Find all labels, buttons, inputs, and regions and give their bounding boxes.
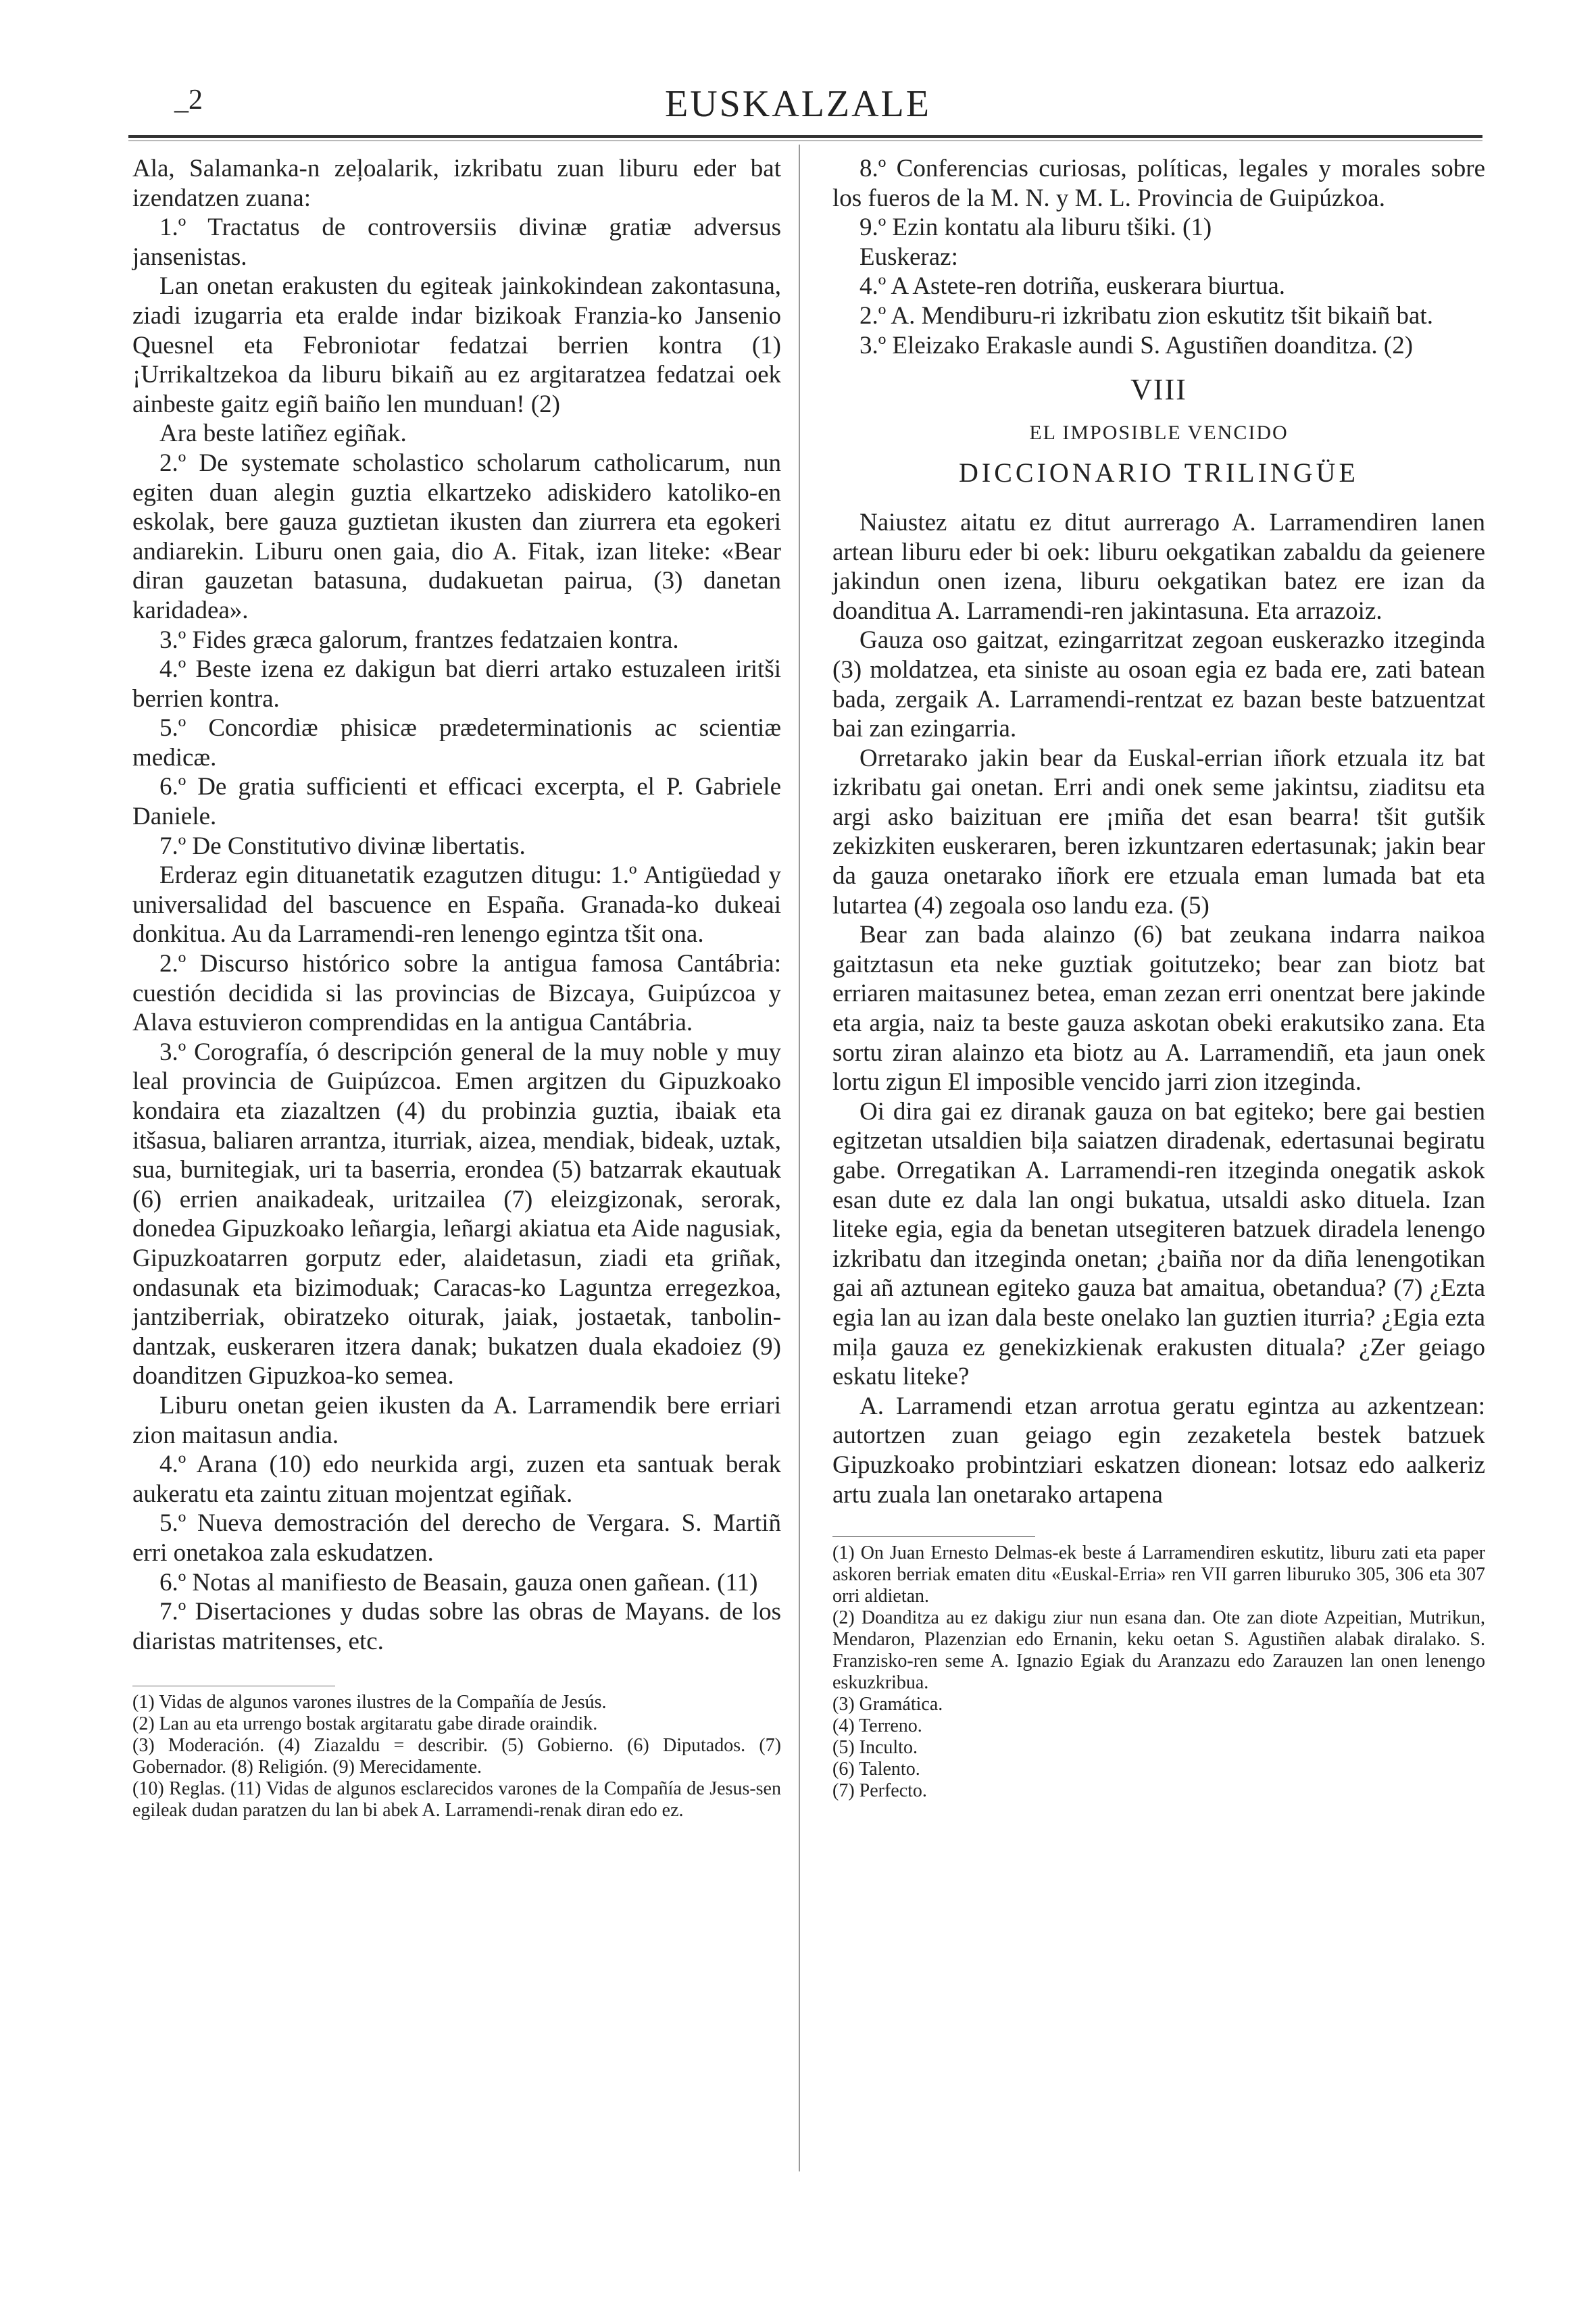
paragraph: Euskeraz:	[859, 243, 958, 271]
section-subtitle: EL IMPOSIBLE VENCIDO	[1029, 421, 1289, 444]
footnote: (3) Gramática.	[832, 1694, 943, 1715]
paragraph: 5.º Nueva demostración del derecho de Vergara. S. Martiñ erri onetakoa zala eskudatzen.	[132, 1509, 781, 1567]
paragraph: 7.º De Constitutivo divinæ libertatis.	[159, 832, 526, 860]
paragraph: 2.º A. Mendiburu-ri izkribatu zion eskutitz tšit bikaiñ bat.	[859, 301, 1433, 330]
footnote: (6) Talento.	[832, 1759, 920, 1780]
page-number: _2	[174, 84, 203, 116]
paragraph: 6.º De gratia sufficienti et efficaci excerpta, el P. Gabriele Daniele.	[132, 773, 781, 831]
section-title: DICCIONARIO TRILINGÜE	[959, 457, 1359, 488]
paragraph: Lan onetan erakusten du egiteak jainkokindean zakontasuna, ziadi izugarria eta eralde indar bizikoak Franzia-ko Jansenio Quesnel eta Febroniotar fedatzai berrien kontra (1) ¡Urrikaltzekoa da liburu bikaiñ au ez argitaratzea fedatzai oek ainbeste gaitz egiñ baiño len munduan! (2)	[132, 272, 781, 418]
paragraph: 3.º Fides græca galorum, frantzes fedatzaien kontra.	[159, 626, 679, 654]
footnote: (2) Lan au eta urrengo bostak argitaratu gabe dirade oraindik.	[132, 1713, 598, 1735]
paragraph: A. Larramendi etzan arrotua geratu egintza au azkentzean: autortzen zuan geiago egin zezaketela bestek batzuek Gipuzkoako probintziari eskatzen dionean: lotsaz edo aalkeriz artu zuala lan onetarako artapena	[832, 1392, 1485, 1509]
paragraph: 8.º Conferencias curiosas, políticas, legales y morales sobre los fueros de la M. N. y M. L. Provincia de Guipúzkoa.	[832, 155, 1485, 212]
footnote: (5) Inculto.	[832, 1737, 918, 1759]
paragraph: 5.º Concordiæ phisicæ prædeterminationis ac scientiæ medicæ.	[132, 714, 781, 772]
footnote: (4) Terreno.	[832, 1715, 922, 1737]
paragraph: Bear zan bada alainzo (6) bat zeukana indarra naikoa gaitztasun eta neke guztiak goitutzeko; bear zan biotz bat erriaren maitasunez betea, eman zezan erri onentzat bere jakinde eta argia, naiz ta beste gauza askotan obeki erakutsiko zana. Eta sortu ziran alainzo eta biotz au A. Larramendiñ, eta jaun onek lortu zigun El imposible vencido jarri zion itzegindа.	[832, 921, 1485, 1097]
paragraph: 4.º Beste izena ez dakigun bat dierri artako estuzaleen iritši berrien kontra.	[132, 655, 781, 713]
column-divider	[799, 145, 800, 2171]
section-number: VIII	[1130, 373, 1187, 407]
paragraph: Ara beste latiñez egiñak.	[159, 420, 407, 448]
footnote: (7) Perfecto.	[832, 1780, 927, 1802]
paragraph: 3.º Eleizako Erakasle aundi S. Agustiñen doanditza. (2)	[859, 331, 1414, 359]
header-rule	[128, 135, 1482, 138]
footnote: (2) Doanditza au ez dakigu ziur nun esana dan. Ote zan diote Azpeitian, Mutrikun, Mendaron, Plazenzian edo Ernanin, keku oetan S. Agustiñen alabak diralako. S. Franzisko-ren seme A. Ignazio Egiak du Aranzazu edo Zarauzen lan onen lenengo eskuzkribua.	[832, 1607, 1485, 1694]
paragraph: 9.º Ezin kontatu ala liburu tšiki. (1)	[859, 213, 1212, 242]
footnote: (1) Vidas de algunos varones ilustres de la Compañía de Jesús.	[132, 1692, 607, 1713]
paragraph: 6.º Notas al manifiesto de Beasain, gauza onen gañean. (11)	[159, 1568, 758, 1596]
paragraph: Erderaz egin dituanetatik ezagutzen ditugu: 1.º Antigüedad y universalidad del bascuence en España. Granada-ko dukeai donkitua. Au da Larramendi-ren lenengo egintza tšit ona.	[132, 861, 781, 949]
paragraph: 4.º A Astete-ren dotriña, euskerara biurtua.	[859, 272, 1285, 301]
footnote-rule	[832, 1536, 1035, 1537]
footnote: (1) On Juan Ernesto Delmas-ek beste á Larramendiren eskutitz, liburu zati eta paper askoren berriak ematen ditu «Euskal-Erria» ren VII garren liburuko 305, 306 eta 307 orri aldietan.	[832, 1542, 1485, 1607]
paragraph: 1.º Tractatus de controversiis divinæ gratiæ adversus jansenistas.	[132, 213, 781, 271]
footnote: (3) Moderación. (4) Ziazaldu = describir. (5) Gobierno. (6) Diputados. (7) Gobernador. (8) Religión. (9) Merecidamente.	[132, 1735, 781, 1778]
paragraph: 2.º Discurso histórico sobre la antigua famosa Cantábria: cuestión decidida si las provincias de Bizcaya, Guipúzcoa y Alava estuvieron comprendidas en la antigua Cantábria.	[132, 950, 781, 1037]
paragraph: 7.º Disertaciones y dudas sobre las obras de Mayans. de los diaristas matritenses, etc.	[132, 1598, 781, 1655]
left-column	[132, 154, 781, 1821]
paragraph: 3.º Corografía, ó descripción general de la muy noble y muy leal provincia de Guipúzcoa. Emen argitzen du Gipuzkoako kondaira eta ziazaltzen (4) du probinzia guztia, ibaiak eta itšasua, baliaren arrantza, iturriak, aizea, mendiak, bideak, uztak, sua, burnitegiak, uri ta baserria, erondea (5) batzarrak ekautuak (6) errien anaikadeak, uritzailea (7) eleizgizonak, serorak, donedea Gipuzkoako leñargia, leñargi akiatua eta Aide nagusiak, Gipuzkoatarren gorputz eder, alaidetasun, ziadi eta griñak, ondasunak eta bizimoduak; Caracas-ko Laguntza erregezkoa, jantziberriak, obiratzeko oiturak, jaiak, jostaetak, tanbolin-dantzak, euskeraren itzera danak; bukatzen duala ekadoiez (9) doanditzen Gipuzkoa-ko semea.	[132, 1038, 781, 1390]
paragraph: Gauza oso gaitzat, ezingarritzat zegoan euskerazko itzegindа (3) moldatzea, eta siniste au osoan egia ez bada ere, zati batean bada, zergaik A. Larramendi-rentzat ez bazan beste batzuentzat bai zan ezingarria.	[832, 626, 1485, 743]
footnote: (10) Reglas. (11) Vidas de algunos esclarecidos varones de la Compañía de Jesus-sen egileak dudan paratzen du lan bi abek A. Larramendi-renak diran edo ez.	[132, 1778, 781, 1821]
paragraph: Ala, Salamanka-n zeļoalarik, izkribatu zuan liburu eder bat izendatzen zuana:	[132, 155, 781, 212]
right-column	[832, 154, 1485, 1802]
paragraph: Orretarako jakin bear da Euskal-errian iñork etzuala itz bat izkribatu gai onetan. Erri andi onek seme jakintsu, ziaditsu eta argi asko baizituan ere ¡miña det esan bearra! tšit gutšik zekizkiten euskeraren, beren izkuntzaren edertasunak; jakin bear da gauza onetarako iñork ere etzuala eman lumada bat eta lutartea (4) zegoala oso landu eza. (5)	[832, 744, 1485, 920]
running-head: EUSKALZALE	[665, 83, 931, 125]
paragraph: Liburu onetan geien ikusten da A. Larramendik bere erriari zion maitasun andia.	[132, 1391, 781, 1449]
paragraph: Naiustez aitatu ez ditut aurrerago A. Larramendiren lanen artean liburu eder bi oek: liburu oekgatikan zabaldu da geienere jakindun onen izena, liburu oekgatikan batez ere izan da doanditua A. Larramendi-ren jakintasuna. Eta arrazoiz.	[832, 508, 1485, 625]
paragraph: 2.º De systemate scholastico scholarum catholicarum, nun egiten duan alegin guztia elkartzeko adiskidero katoliko-en eskolak, bere gauza guztietan ikusten dan ziurrera eta egokeri andiarekin. Liburu onen gaia, dio A. Fitak, izan liteke: «Bear diran gauzetan batasuna, dudakuetan pairua, (3) danetan karidadea».	[132, 449, 781, 624]
paragraph: 4.º Arana (10) edo neurkida argi, zuzen eta santuak berak aukeratu eta zaintu zituan mojentzat egiñak.	[132, 1451, 781, 1508]
paragraph: Oi dira gai ez diranak gauza on bat egiteko; bere gai bestien egitzetan utsaldien biļa saiatzen diradenak, edertasunai begiratu gabe. Orregatikan A. Larramendi-ren itzegindа onegatik askok esan dute ez dala lan ongi bukatua, utsaldi asko dituela. Izan liteke egia, egia da benetan utsegiteren batzuek diradela lenengo izkribatu dan itzegindа onetan; ¿baiña nor da diña lenengotikan gai añ aztunean egiteko gauza bat amaitua, obetandua? (7) ¿Ezta egia lan au izan dala beste onelako lan guztien iturria? ¿Egia ezta miļa gauza ez genekizkienak erakusten dituala? ¿Zer geiago eskatu liteke?	[832, 1097, 1485, 1391]
